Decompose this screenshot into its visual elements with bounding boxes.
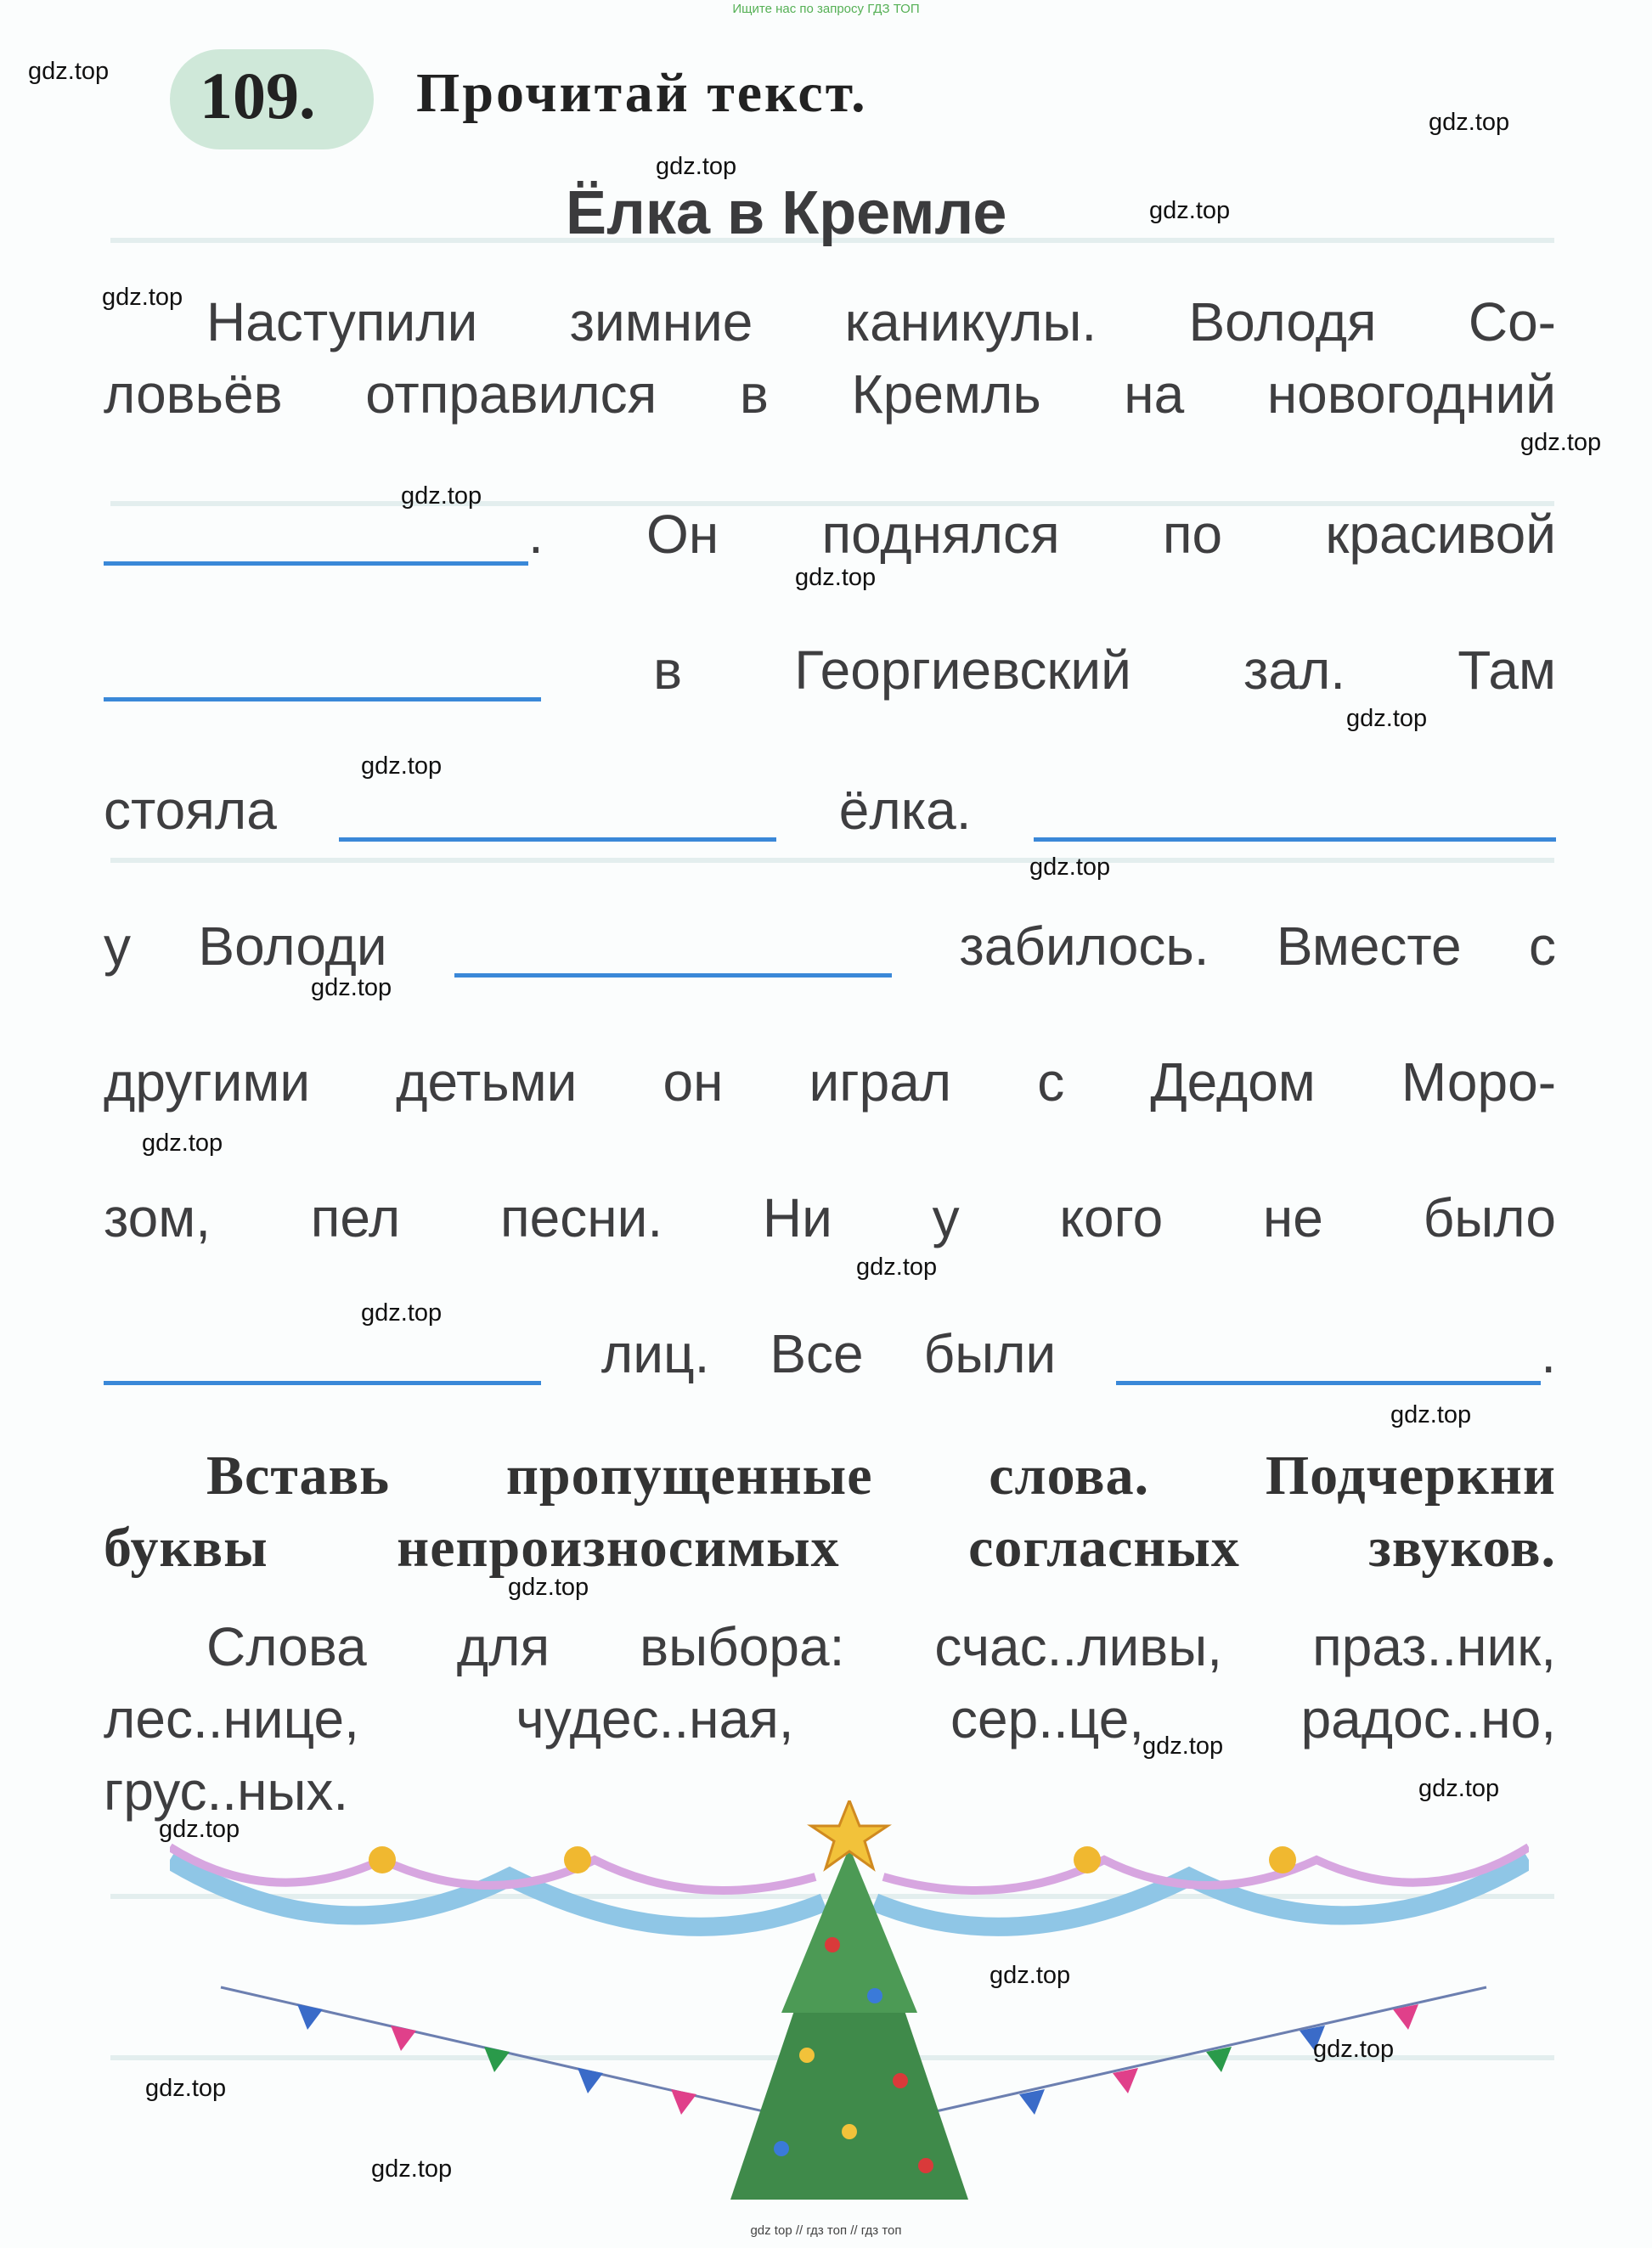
task-line-2: [104, 1507, 1556, 1580]
blank-line[interactable]: [1116, 1364, 1541, 1385]
ornament: [774, 2141, 789, 2156]
word: счас..ливы,: [934, 1616, 1223, 1677]
flag: [1019, 2089, 1045, 2115]
tree-top: [781, 1847, 917, 2013]
word: звуков.: [1368, 1517, 1556, 1579]
flag-string-right: [883, 1987, 1486, 2123]
word: Все: [770, 1323, 864, 1384]
word: с: [1037, 1051, 1065, 1113]
ornament: [799, 2048, 815, 2063]
word: пел: [310, 1187, 401, 1248]
watermark: gdz.top: [28, 58, 110, 85]
bell: [1074, 1846, 1101, 1873]
word: праз..ник,: [1312, 1616, 1556, 1677]
bell: [1269, 1846, 1296, 1873]
ornament: [918, 2158, 933, 2173]
word: Моро-: [1401, 1051, 1556, 1113]
text-line-5: [104, 769, 1556, 842]
word: на: [1124, 363, 1185, 425]
flag: [578, 2068, 603, 2093]
word: каникулы.: [844, 291, 1097, 352]
word: радос..но,: [1300, 1688, 1556, 1749]
word: чудес..ная,: [516, 1688, 794, 1749]
word: для: [456, 1616, 550, 1677]
task-line-1: [206, 1435, 1556, 1508]
word: зал.: [1243, 639, 1346, 701]
word: у: [932, 1187, 960, 1248]
word: он: [662, 1051, 724, 1113]
word: в: [739, 363, 769, 425]
ghost-line: [110, 858, 1554, 863]
bell: [564, 1846, 591, 1873]
word: Слова: [206, 1616, 367, 1677]
watermark: gdz.top: [990, 1962, 1071, 1989]
word: у: [104, 916, 131, 977]
watermark: gdz.top: [1313, 2036, 1395, 2063]
watermark: gdz.top: [856, 1254, 938, 1281]
ornament: [825, 1937, 840, 1952]
top-banner[interactable]: Ищите нас по запросу ГДЗ ТОП: [732, 2, 920, 16]
word: кого: [1059, 1187, 1164, 1248]
watermark: gdz.top: [795, 564, 877, 591]
flag: [297, 2004, 323, 2030]
word: сер..це,: [950, 1688, 1145, 1749]
word: Там: [1457, 639, 1556, 701]
watermark: gdz.top: [361, 1299, 443, 1327]
exercise-number: 109.: [200, 59, 316, 132]
text-line-2: [104, 352, 1556, 425]
watermark: gdz.top: [1149, 197, 1231, 224]
word: новогодний: [1266, 363, 1556, 425]
word: красивой: [1325, 504, 1556, 565]
text-line-6: [104, 904, 1556, 978]
garland-right-pink: [883, 1847, 1529, 1890]
word: стояла: [104, 780, 277, 841]
ornament: [893, 2073, 908, 2088]
garland-left-pink: [170, 1847, 815, 1890]
word: с: [1528, 916, 1556, 977]
text-line-1: [206, 280, 1556, 353]
word: пропущенные: [505, 1445, 873, 1507]
blank-line[interactable]: [1034, 820, 1556, 842]
watermark: gdz.top: [508, 1574, 589, 1601]
word: Наступили: [206, 291, 478, 352]
watermark: gdz.top: [1142, 1732, 1224, 1760]
word: в: [653, 639, 683, 701]
watermark: gdz.top: [1390, 1401, 1472, 1428]
word: зимние: [569, 291, 753, 352]
word: Вместе: [1276, 916, 1462, 977]
word: зом,: [104, 1187, 211, 1248]
word: грус..ных.: [104, 1761, 349, 1822]
word: ёлка.: [838, 780, 972, 841]
exercise-instruction: Прочитай текст.: [416, 62, 868, 124]
word: ловьёв: [104, 363, 283, 425]
watermark: gdz.top: [145, 2075, 227, 2102]
watermark: gdz.top: [371, 2155, 453, 2183]
flag: [391, 2025, 416, 2051]
text-line-9: [104, 1312, 1556, 1385]
text-line-7: [104, 1040, 1556, 1113]
word: играл: [809, 1051, 952, 1113]
word: забилось.: [959, 916, 1209, 977]
word: непроизносимых: [397, 1517, 840, 1579]
word: песни.: [499, 1187, 663, 1248]
word: детьми: [396, 1051, 578, 1113]
word: .: [528, 504, 544, 565]
watermark: gdz.top: [1029, 854, 1111, 881]
watermark: gdz.top: [159, 1816, 240, 1843]
blank-line[interactable]: [104, 1364, 541, 1385]
flag: [671, 2089, 696, 2115]
word: Подчеркни: [1265, 1445, 1556, 1507]
word: по: [1162, 504, 1223, 565]
blank-line[interactable]: [104, 680, 541, 701]
word: Володя: [1188, 291, 1377, 352]
text-title: Ёлка в Кремле: [566, 179, 1007, 247]
watermark: gdz.top: [1418, 1775, 1500, 1802]
word: буквы: [104, 1517, 268, 1579]
word: были: [923, 1323, 1057, 1384]
text-line-4: [104, 628, 1556, 701]
watermark: gdz.top: [656, 153, 737, 180]
word: выбора:: [640, 1616, 845, 1677]
blank-with-period: [1116, 1322, 1556, 1385]
watermark: gdz.top: [1346, 705, 1428, 732]
blank-line[interactable]: [454, 956, 892, 978]
word: отправился: [365, 363, 657, 425]
flag: [484, 2047, 510, 2072]
watermark: gdz.top: [401, 482, 482, 510]
word: согласных: [968, 1517, 1240, 1579]
ornament: [867, 1988, 882, 2003]
word: Со-: [1468, 291, 1556, 352]
word: не: [1262, 1187, 1323, 1248]
word: было: [1423, 1187, 1556, 1248]
word: Ни: [762, 1187, 832, 1248]
text-line-3: [104, 493, 1556, 566]
word: лиц.: [600, 1323, 710, 1384]
watermark: gdz.top: [311, 974, 392, 1001]
word: слова.: [989, 1445, 1150, 1507]
word: Дедом: [1150, 1051, 1316, 1113]
word: Вставь: [206, 1445, 391, 1507]
blank-with-period: [104, 503, 544, 566]
watermark: gdz.top: [361, 752, 443, 780]
blank-line[interactable]: [104, 544, 528, 566]
blank-line[interactable]: [339, 820, 776, 842]
word: Кремль: [851, 363, 1041, 425]
word: Володи: [198, 916, 387, 977]
ornament: [842, 2124, 857, 2139]
words-line-2: [104, 1677, 1556, 1750]
bell: [369, 1846, 396, 1873]
word: лес..нице,: [104, 1688, 359, 1749]
watermark: gdz.top: [1429, 109, 1510, 136]
word: .: [1541, 1323, 1556, 1384]
word: поднялся: [821, 504, 1060, 565]
watermark: gdz.top: [1520, 429, 1602, 456]
watermark: gdz.top: [142, 1130, 223, 1157]
word: Он: [646, 504, 719, 565]
word: другими: [104, 1051, 311, 1113]
christmas-tree-illustration: [170, 1800, 1529, 2208]
words-line-1: [206, 1605, 1556, 1678]
text-line-8: [104, 1176, 1556, 1249]
watermark: gdz.top: [102, 284, 183, 311]
bottom-banner[interactable]: gdz top // гдз топ // гдз топ: [750, 2223, 902, 2238]
word: Георгиевский: [794, 639, 1131, 701]
